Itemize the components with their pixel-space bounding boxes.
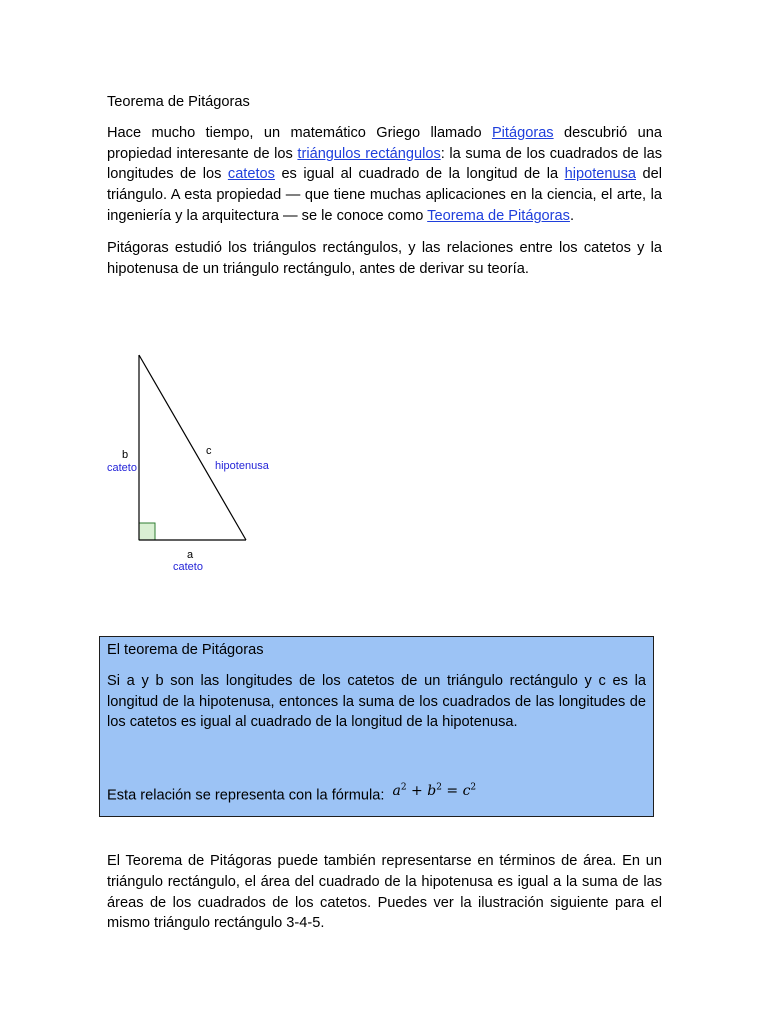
intro-text-4: es igual al cuadrado de la longitud de la: [274, 166, 565, 183]
formula-c: c: [462, 782, 471, 799]
history-paragraph: Pitágoras estudió los triángulos rectángulos, y las relaciones entre los catetos y la hipotenusa de un triángulo rectángulo, antes de derivar su teoría.: [107, 239, 662, 277]
right-angle-marker: [139, 523, 155, 540]
label-a: a: [187, 549, 194, 561]
document-body: [107, 92, 662, 279]
link-hipotenusa[interactable]: hipotenusa: [564, 166, 637, 183]
formula-a: a: [392, 782, 401, 799]
formula-b-exponent: 2: [436, 782, 442, 792]
theorem-box-title: El teorema de Pitágoras: [107, 642, 264, 658]
document-title: Teorema de Pitágoras: [107, 94, 250, 110]
intro-text-2: descubrió una propiedad interesante de los: [107, 124, 662, 162]
intro-text-5: del triángulo. A esta propiedad — que tiene muchas aplicaciones en la ciencia, el arte, la ingeniería y la arquitectura — se le conoce como: [107, 166, 662, 224]
label-c-hipotenusa: hipotenusa: [215, 460, 269, 472]
hypotenuse-line: [139, 355, 246, 540]
label-a-cateto: cateto: [173, 561, 203, 573]
label-b: b: [122, 449, 129, 461]
intro-text-1: Hace mucho tiempo, un matemático Griego llamado: [107, 124, 492, 141]
pythagorean-formula: [393, 783, 477, 799]
label-c: c: [206, 445, 212, 457]
intro-text-3: : la suma de los cuadrados de las longitudes de los: [107, 145, 662, 183]
formula-line: [107, 782, 476, 806]
link-teorema-de-pitagoras[interactable]: Teorema de Pitágoras: [427, 207, 570, 224]
right-triangle-figure: [100, 346, 300, 586]
intro-paragraph: [107, 123, 662, 227]
formula-b: b: [427, 782, 437, 799]
intro-text-6: .: [569, 207, 575, 224]
formula-c-exponent: 2: [470, 782, 477, 792]
link-pitagoras[interactable]: Pitágoras: [491, 124, 554, 141]
formula-intro: Esta relación se representa con la fórmula:: [107, 787, 385, 804]
formula-plus: +: [411, 782, 423, 799]
link-triangulos-rectangulos[interactable]: triángulos rectángulos: [297, 145, 441, 162]
area-paragraph: El Teorema de Pitágoras puede también representarse en términos de área. En un triángulo rectángulo, el área del cuadrado de la hipotenusa es igual a la suma de las áreas de los cuadrados de los catetos. Puedes ver la ilustración siguiente para el mismo triángulo rectángulo 3-4-5.: [107, 853, 662, 932]
theorem-box: [99, 636, 654, 817]
formula-a-exponent: 2: [400, 782, 407, 792]
theorem-box-text: Si a y b son las longitudes de los catetos de un triángulo rectángulo y c es la longitud de la hipotenusa, entonces la suma de los cuadrados de las longitudes de los catetos es igual al cuadrado de la longitud de la hipotenusa.: [107, 672, 646, 731]
label-b-cateto: cateto: [107, 462, 137, 474]
formula-equals: =: [446, 782, 459, 799]
link-catetos[interactable]: catetos: [227, 166, 275, 183]
